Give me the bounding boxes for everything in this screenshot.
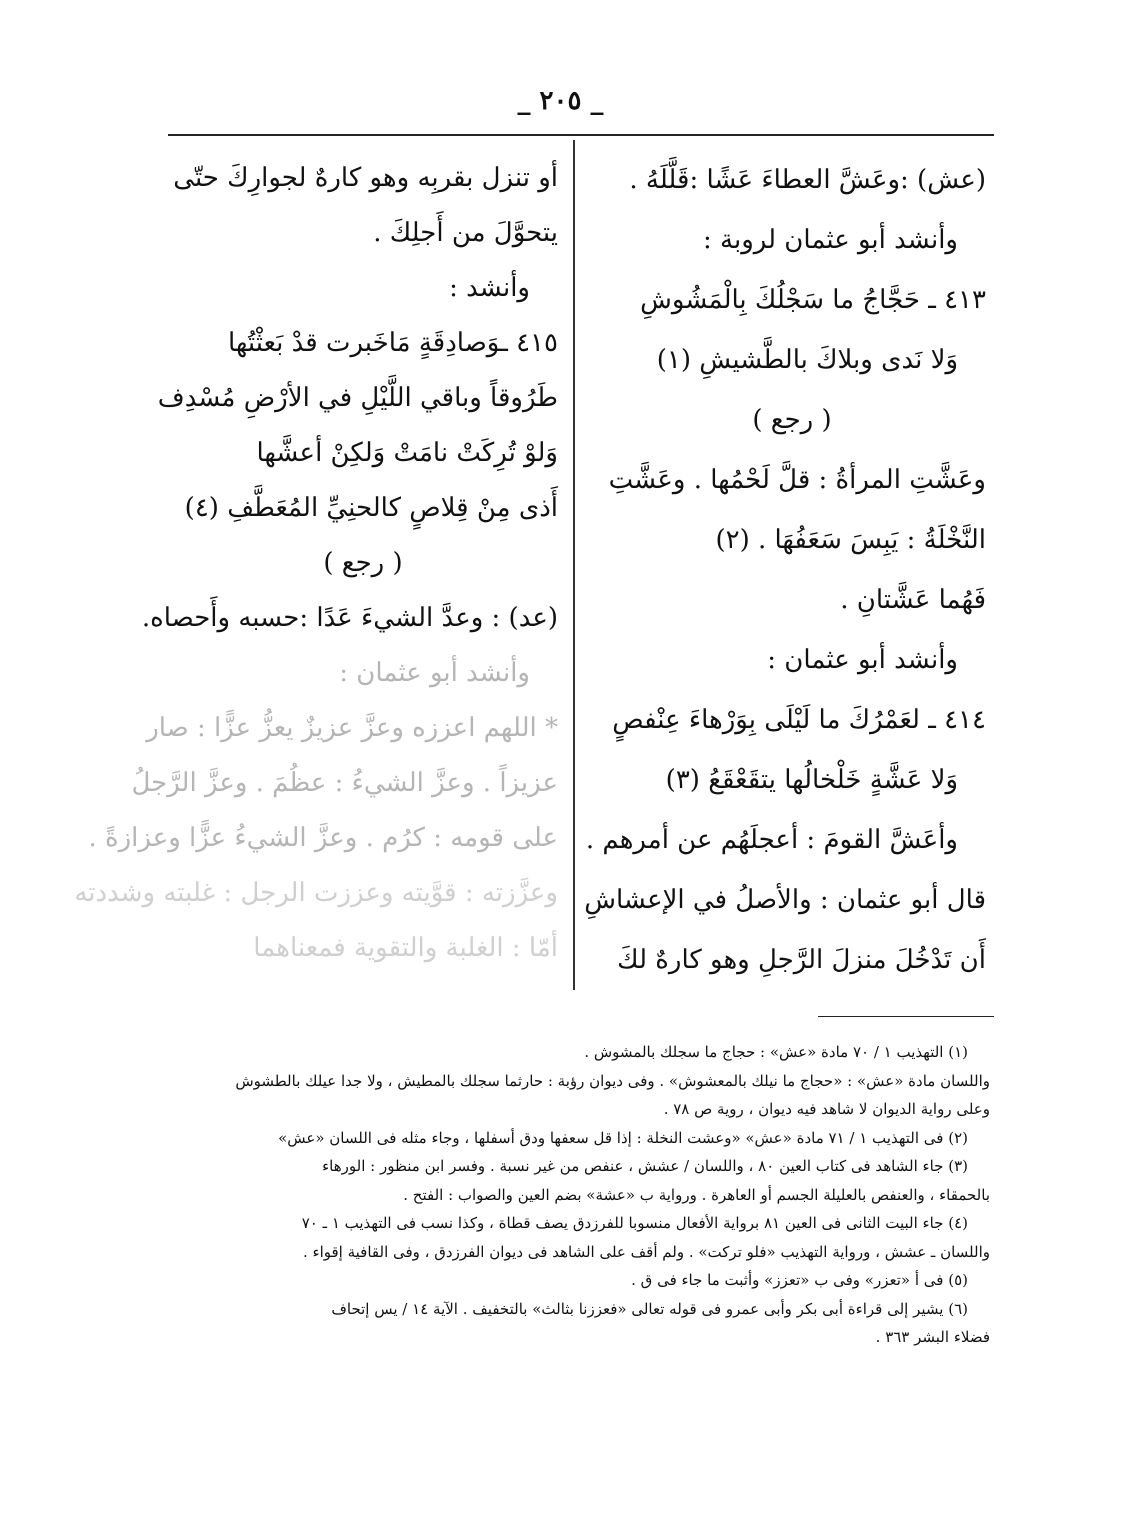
text-line: وأنشد أبو عثمان : [767, 645, 958, 675]
verse-line: طَرُوقاً وباقي اللَّيْلِ في الأرْضِ مُسْدِف [157, 382, 558, 413]
footnote-line: (٤) جاء البيت الثانى فى العين ٨١ برواية الأفعال منسوبا للفرزدق يصف قطاة ، وكذا نسب فى التهذيب ١ ـ ٧٠ [301, 1214, 968, 1232]
header-rule [168, 134, 994, 136]
column-divider [573, 140, 575, 990]
verse-line: ٤١٤ ـ لعَمْرُكَ ما لَيْلَى بِوَرْهاءَ عِنْفصٍ [612, 705, 986, 735]
text-line: أَن تَدْخُلَ منزلَ الرَّجلِ وهو كارهٌ لكَ [617, 945, 986, 975]
text-line: يتحوَّلَ من أَجلِكَ . [373, 217, 558, 248]
section-marker: ( رجع ) [752, 405, 832, 435]
verse-line: وَلا نَدى وبلاكَ بالطَّشيشِ (١) [656, 345, 958, 375]
text-line: وأعَشَّ القومَ : أعجلَهُم عن أمرهم . [585, 825, 958, 855]
text-line: وعزَّزته : قوَّيته وعززت الرجل : غلبته وشددته [74, 877, 558, 908]
footnote-rule [818, 1016, 994, 1017]
text-line: أو تنزل بقربِه وهو كارهٌ لجوارِكَ حتّى [173, 162, 558, 193]
verse-line: أَذى مِنْ قِلاصٍ كالحنِيِّ المُعَطَّفِ (٤) [184, 492, 558, 523]
verse-line: وَلوْ تُرِكَتْ نامَتْ وَلكِنْ أعشَّها [256, 437, 558, 468]
right-column [584, 150, 986, 990]
footnote-line: (٣) جاء الشاهد فى كتاب العين ٨٠ ، واللسان / عشش ، عنفص من غير نسبة . وفسر ابن منظور : الورهاء [322, 1157, 968, 1175]
footnote-line: واللسان مادة «عش» : «حجاج ما نيلك بالمعشوش» . وفى ديوان رؤبة : حارثما سجلك بالمطيش ، ولا جدا عيلك بالطشوش [235, 1071, 990, 1090]
footnote-line: (١) التهذيب ١ / ٧٠ مادة «عش» : حجاج ما سجلك بالمشوش . [584, 1043, 968, 1061]
text-line: وأنشد أبو عثمان : [339, 657, 530, 688]
footnote-line: (٦) يشير إلى قراءة أبى بكر وأبى عمرو فى قوله تعالى «فعززنا بثالث» بالتخفيف . الآية ١٤ / يس إتحاف [331, 1299, 968, 1318]
footnote-line: (٢) فى التهذيب ١ / ٧١ مادة «عش» «وعشت النخلة : إذا قل سعفها ودق أسفلها ، وجاء مثله فى اللسان «عش» [278, 1128, 968, 1147]
footnote-line: فضلاء البشر ٣٦٣ . [875, 1328, 990, 1346]
text-line: النَّخْلَةُ : يَبِسَ سَعَفُهَا . (٢) [715, 525, 986, 555]
text-line: * اللهم اعززه وعزَّ عزيزٌ يعزُّ عزًّا : صار [146, 712, 558, 743]
footnote-line: وعلى رواية الديوان لا شاهد فيه ديوان ، روية ص ٧٨ . [663, 1100, 990, 1118]
text-line: وأنشد أبو عثمان لروبة : [703, 225, 958, 255]
left-column [74, 150, 558, 975]
verse-line: ٤١٣ ـ حَجَّاجُ ما سَجْلُكَ بِالْمَشُوشِ [640, 285, 986, 315]
page-number: _ ٢٠٥ _ [517, 86, 604, 116]
footnote-line: واللسان ـ عشش ، ورواية التهذيب «فلو تركت» . ولم أقف على الشاهد فى ديوان الفرزدق ، وفى القافية إقواء . [302, 1242, 990, 1261]
text-line: قال أبو عثمان : والأصلُ في الإعشاشِ [584, 885, 986, 915]
text-line: (عد) : وعدَّ الشيءَ عَدًا :حسبه وأَحصاه. [141, 602, 558, 633]
footnote-line: (٥) فى أ «تعزر» وفى ب «تعزز» وأثبت ما جاء فى ق . [631, 1271, 968, 1289]
verse-line: وَلا عَشَّةٍ خَلْخالُها يتقَعْقَعُ (٣) [665, 765, 958, 795]
text-line: فَهُما عَشَّتانِ . [840, 585, 986, 615]
verse-line: ٤١٥ ـوَصادِقَةٍ مَاخَبرت قدْ بَعثْتُها [227, 327, 558, 358]
text-line: عزيزاً . وعزَّ الشيءُ : عظُمَ . وعزَّ الرَّجلُ [131, 767, 558, 798]
text-line: أمّا : الغلبة والتقوية فمعناهما [253, 932, 558, 963]
section-marker: ( رجع ) [323, 547, 403, 578]
text-line: على قومه : كرُم . وعزَّ الشيءُ عزًّا وعزازةً . [88, 822, 558, 853]
text-line: (عش) :وعَشَّ العطاءَ عَشًا :قَلَّلَهُ . [629, 165, 986, 195]
text-line: وعَشَّتِ المرأةُ : قلَّ لَحْمُها . وعَشَّتِ [608, 465, 986, 495]
text-line: وأنشد : [449, 272, 530, 303]
footnote-line: بالحمقاء ، والعنفص بالعليلة الجسم أو العاهرة . ورواية ب «عشة» بضم العين والصواب : الفتح . [403, 1185, 990, 1204]
footnotes [160, 1038, 990, 1352]
